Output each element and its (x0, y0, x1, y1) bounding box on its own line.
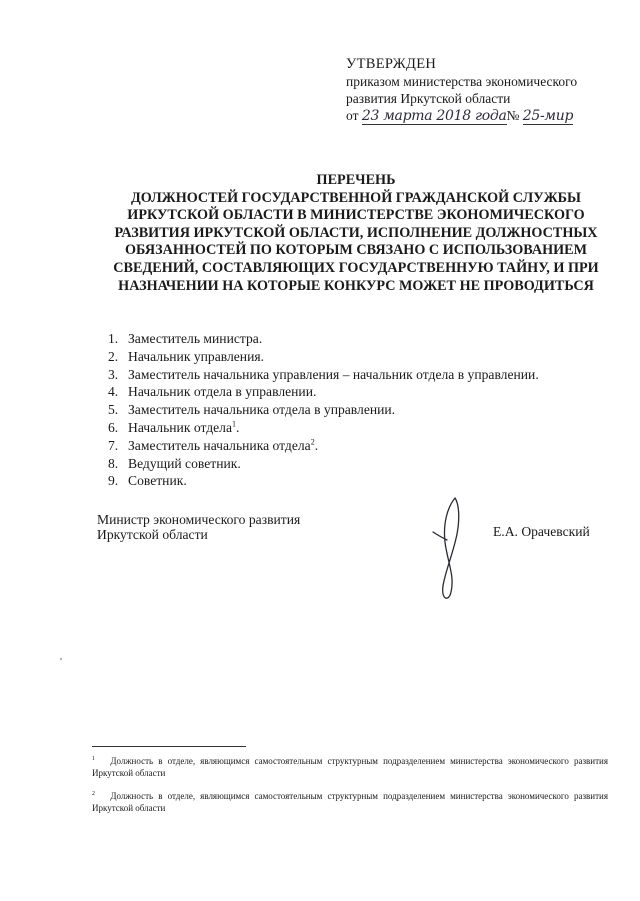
list-item: 3. Заместитель начальника управления – начальник отдела в управлении. (108, 366, 539, 382)
handwritten-date: 23 марта 2018 года (361, 108, 507, 124)
signatory-title: Министр экономического развития Иркутской области (97, 512, 301, 542)
handwritten-order-number: 25-мир (522, 108, 574, 124)
approval-line-order: приказом министерства экономического (346, 74, 578, 89)
footnote-divider (92, 746, 246, 747)
positions-list (108, 330, 539, 490)
number-sign: № (506, 108, 520, 123)
signatory-name: Е.А. Орачевский (493, 524, 590, 539)
list-item: 8. Ведущий советник. (108, 455, 241, 471)
footnote-ref: 1 (231, 419, 236, 429)
approved-label: УТВЕРЖДЕН (346, 56, 437, 72)
footnote-2: $^2$ Должность в отделе, являющимся самостоятельным структурным подразделением министерства экономического развития Иркутской области (92, 791, 608, 813)
approval-date-line (346, 107, 626, 125)
footnote-ref: 2 (310, 437, 315, 447)
title-body: ДОЛЖНОСТЕЙ ГОСУДАРСТВЕННОЙ ГРАЖДАНСКОЙ СЛУЖБЫ ИРКУТСКОЙ ОБЛАСТИ В МИНИСТЕРСТВЕ ЭКОНОМИЧЕСКОГО РАЗВИТИЯ ИРКУТСКОЙ ОБЛАСТИ, ИСПОЛНЕНИЕ ДОЛЖНОСТНЫХ ОБЯЗАННОСТЕЙ ПО КОТОРЫМ СВЯЗАНО С ИСПОЛЬЗОВАНИЕМ СВЕДЕНИЙ, СОСТАВЛЯЮЩИХ ГОСУДАРСТВЕННУЮ ТАЙНУ, И ПРИ НАЗНАЧЕНИИ НА КОТОРЫЕ КОНКУРС МОЖЕТ НЕ ПРОВОДИТЬСЯ (113, 189, 599, 294)
scan-speck (60, 658, 62, 660)
footnote-1: $^1$ Должность в отделе, являющимся самостоятельным структурным подразделением министерства экономического развития Иркутской области (92, 756, 608, 778)
list-item: 9. Советник. (108, 473, 187, 489)
approval-stamp (346, 56, 626, 125)
list-item: 4. Начальник отдела в управлении. (108, 384, 317, 400)
list-item: 2. Начальник управления. (108, 348, 264, 364)
document-title (96, 172, 616, 295)
list-item: 7. Заместитель начальника отдела$^2$. (108, 437, 319, 453)
approval-line-ministry: развития Иркутской области (346, 91, 511, 106)
from-label: от (346, 108, 359, 123)
title-heading: ПЕРЕЧЕНЬ (316, 172, 396, 188)
list-item: 5. Заместитель начальника отдела в управлении. (108, 402, 396, 418)
handwritten-signature (425, 494, 475, 604)
list-item: 6. Начальник отдела$^1$. (108, 419, 240, 435)
list-item: 1. Заместитель министра. (108, 331, 263, 346)
